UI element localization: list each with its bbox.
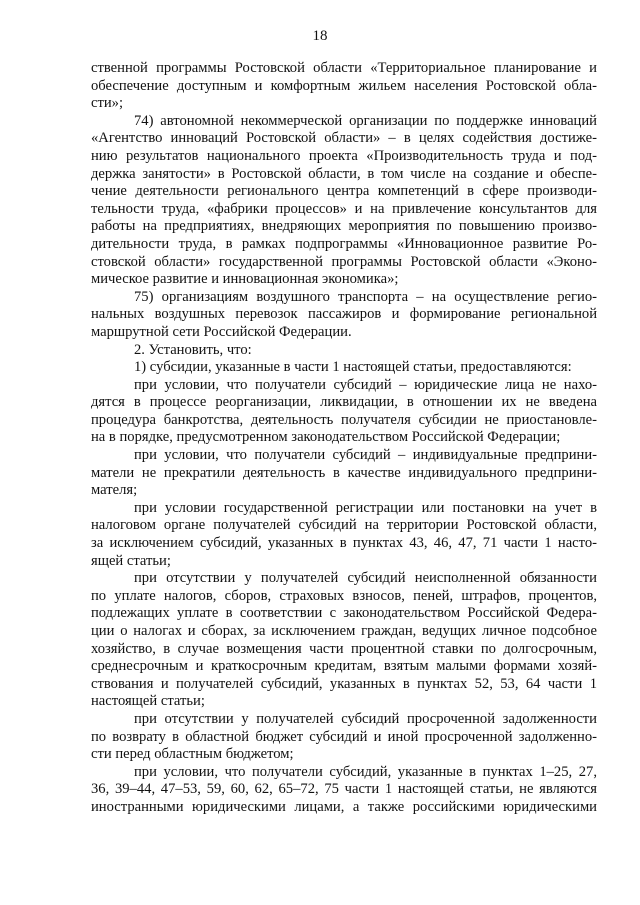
text-line: при условии, что получатели субсидий, указанные в пунктах 1–25, 27, [134, 763, 597, 780]
text-line: по уплате налогов, сборов, страховых взносов, пеней, штрафов, процентов, [91, 587, 597, 604]
text-line: 1) субсидии, указанные в части 1 настоящей статьи, предоставляются: [134, 359, 572, 376]
text-line: 74) автономной некоммерческой организации по поддержке инноваций [134, 112, 597, 129]
text-line: обеспечение доступным и комфортным жильем населения Ростовской обла- [91, 77, 597, 94]
text-line: матели не прекратили деятельность в качестве индивидуального предприни- [91, 464, 597, 481]
text-line: стовской области» государственной программы Ростовской области «Эконо- [91, 253, 597, 270]
text-line: ственной программы Ростовской области «Территориальное планирование и [91, 60, 597, 76]
text-line: среднесрочным и краткосрочным кредитам, взятым малыми формами хозяй- [91, 658, 597, 675]
text-line: работы на предприятиях, внедряющих мероприятия по повышению произво- [91, 218, 597, 235]
text-line: при условии, что получатели субсидий – индивидуальные предприни- [134, 447, 597, 464]
text-line: дятся в процессе реорганизации, ликвидации, в отношении их не введена [91, 394, 597, 411]
text-line: 75) организациям воздушного транспорта – на осуществление регио- [134, 288, 597, 305]
text-line: чение деятельности регионального центра компетенций в сфере производи- [91, 183, 597, 200]
text-line: налоговом органе получателей субсидий на территории Ростовской области, [91, 517, 597, 534]
text-line: мателя; [91, 482, 138, 499]
text-line: тельности труда, «фабрики процессов» и на привлечение консультантов для [91, 200, 597, 217]
text-line: на в порядке, предусмотренном законодательством Российской Федерации; [91, 429, 561, 446]
text-line: по возврату в областной бюджет субсидий и иной просроченной задолженно- [91, 728, 597, 745]
text-line: за исключением субсидий, указанных в пунктах 43, 46, 47, 71 части 1 насто- [91, 535, 597, 552]
text-line: при условии, что получатели субсидий – юридические лица не нахо- [134, 376, 597, 393]
text-line: настоящей статьи; [91, 693, 205, 710]
text-line: подлежащих уплате в соответствии с законодательством Российской Федера- [91, 605, 597, 622]
text-line: дительности труда, в рамках подпрограммы «Инновационное развитие Ро- [91, 235, 597, 252]
text-line: «Агентство инноваций Ростовской области» – в целях содействия достиже- [91, 130, 597, 147]
text-line: мическое развитие и инновационная экономика»; [91, 271, 399, 288]
text-line: при отсутствии у получателей субсидий просроченной задолженности [134, 710, 597, 727]
text-line: процедура банкротства, деятельность получателя субсидии не приостановле- [91, 411, 597, 428]
text-line: при условии государственной регистрации или постановки на учет в [134, 499, 597, 516]
text-line: хозяйство, в случае возмещения части процентной ставки по долгосрочным, [91, 640, 597, 657]
text-line: сти»; [91, 95, 124, 112]
text-line: сти перед областным бюджетом; [91, 746, 294, 763]
text-line: ящей статьи; [91, 552, 171, 569]
text-line: маршрутной сети Российской Федерации. [91, 323, 352, 340]
text-line: ции о налогах и сборах, за исключением граждан, ведущих личное подсобное [91, 623, 597, 639]
text-line: 36, 39–44, 47–53, 59, 60, 62, 65–72, 75 части 1 настоящей статьи, не являются [91, 781, 597, 798]
document-body [91, 60, 597, 817]
page-number: 18 [312, 28, 328, 44]
text-line: 2. Установить, что: [134, 341, 252, 358]
text-line: ствования и получателей субсидий, указанных в пунктах 52, 53, 64 части 1 [91, 675, 597, 692]
text-line: нию результатов национального проекта «Производительность труда и под- [91, 147, 597, 164]
text-line: держка занятости» в Ростовской области, в том числе на создание и обеспе- [91, 165, 597, 182]
text-line: иностранными юридическими лицами, а также российскими юридическими [91, 798, 597, 815]
text-line: при отсутствии у получателей субсидий неисполненной обязанности [134, 570, 597, 587]
text-line: нальных воздушных перевозок пассажиров и формирование региональной [91, 306, 597, 323]
